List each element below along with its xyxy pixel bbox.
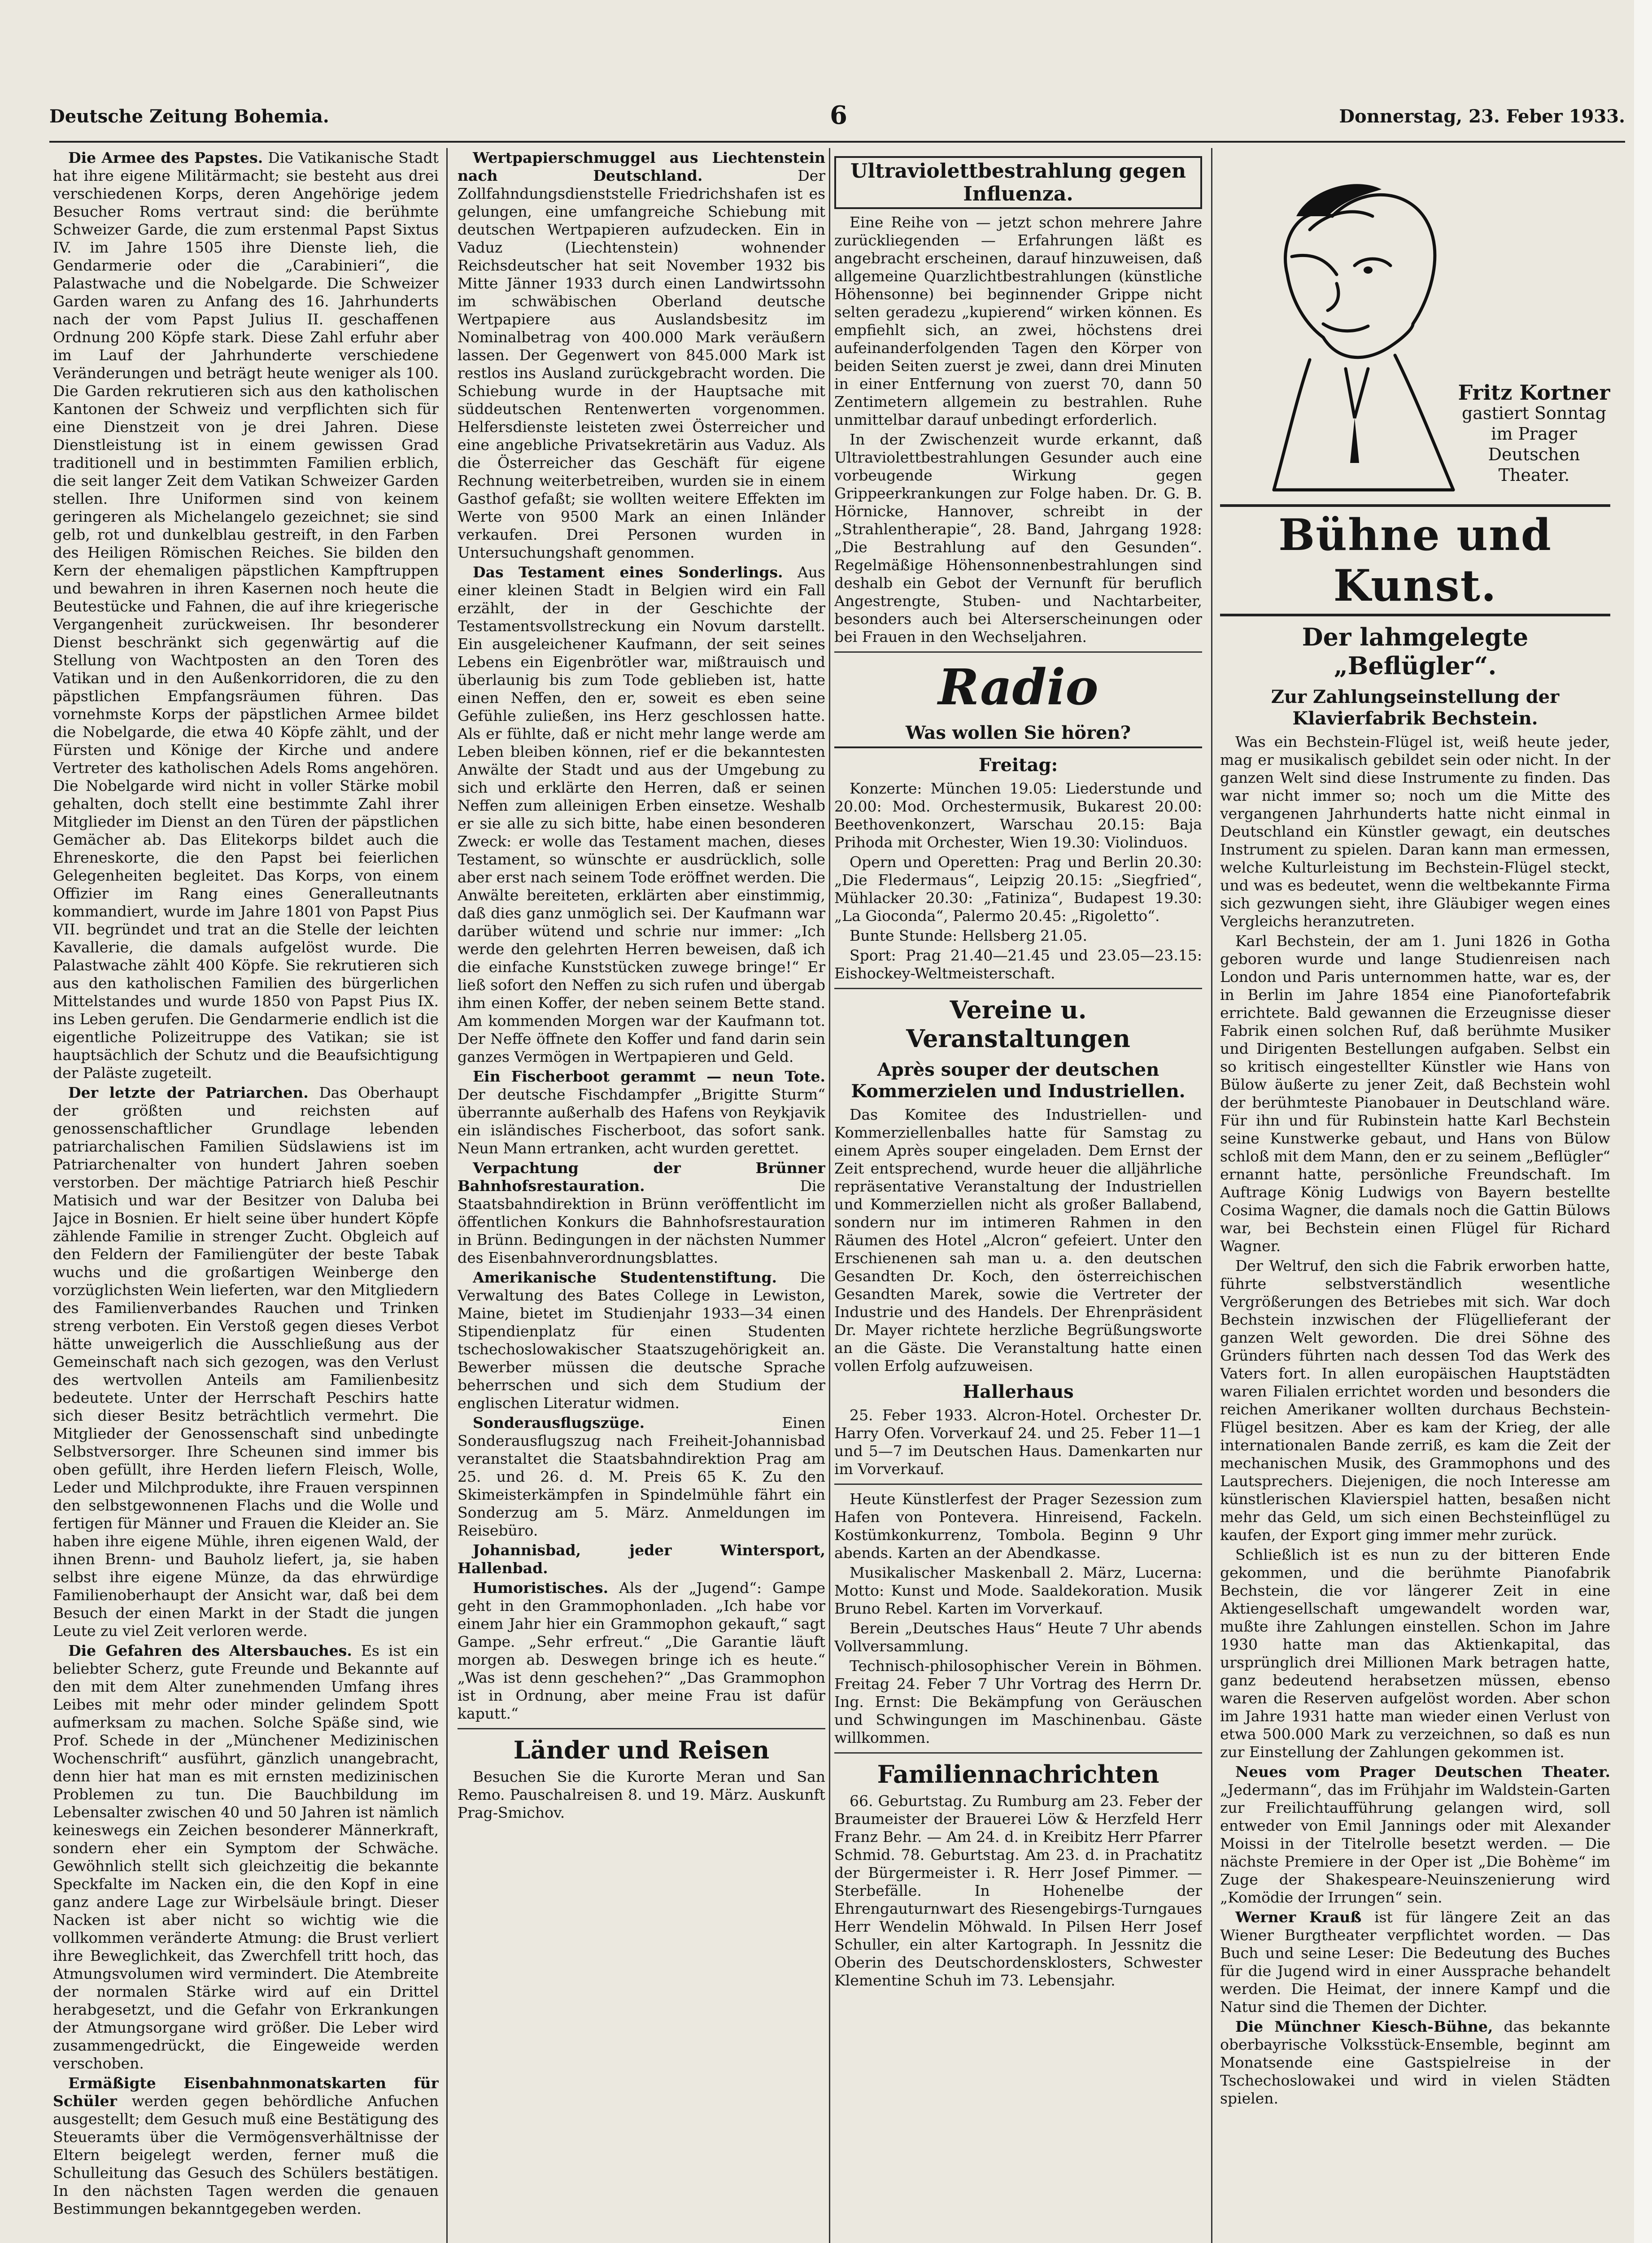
caption-text: gastiert Sonntag im Prager Deutschen Theater. <box>1461 403 1607 485</box>
radio-heading: Radio <box>938 658 1098 716</box>
article-uv-heading: Ultraviolettbestrahlung gegen Influenza. <box>834 156 1202 209</box>
article-theater-news: Neues vom Prager Deutschen Theater. „Jedermann“, das im Frühjahr im Waldstein-Garten zur Freilichtaufführung gelangen wird, soll entweder von Emil Jannings oder mit Alexander Moissi in der Titelrolle besetzt werden. — Die nächste Premiere in der Oper ist „Die Bohème“ im Zuge der Shakespeare-Neuinszenierung wird „Komödie der Irrungen“ sein. <box>1220 1763 1610 1906</box>
divider <box>458 1728 825 1729</box>
column-2 <box>458 149 825 2243</box>
masthead-rule <box>49 141 1625 143</box>
article-special-trains: Sonderausflugszüge. Einen Sonderausflugszug nach Freiheit-Johannisbad veranstaltet die Staatsbahndirektion Prag am 25. und 26. d. M. Preis 65 K. Zu den Skimeisterkämpfen in Spindelmühle fährt ein Sonderzug am 5. März. Anmeldungen im Reisebüro. <box>458 1414 825 1539</box>
article-werner-krauss: Werner Krauß ist für längere Zeit an das Wiener Burgtheater verpflichtet worden. — Das Buch und seine Leser: Die Bedeutung des Buches für die Jugend wird in einer Aussprache behandelt werden. Die Heimat, der innere Kampf und die Natur sind die Themen der Dichter. <box>1220 1908 1610 2016</box>
divider <box>834 988 1202 989</box>
divider <box>834 1752 1202 1754</box>
column-divider <box>1211 148 1212 2243</box>
article-bechstein-p4: Schließlich ist es nun zu der bitteren Ende gekommen, und die berühmte Pianofabrik Bechstein, die vor längerer Zeit in eine Aktiengesellschaft umgewandelt worden war, mußte ihre Zahlungen einstellen. Schon im Jahre 1930 hatte man das Aktienkapital, das ursprünglich drei Millionen Mark betragen hatte, ganz bedeutend herabsetzen müssen, ebenso waren die Reserven aufgelöst worden. Aber schon im Jahre 1931 hatte man wieder einen Verlust von etwa 500.000 Mark zu verzeichnen, so daß es nun zur Einstellung der Zahlungen gekommen ist. <box>1220 1546 1610 1761</box>
article-uv-p1: Eine Reihe von — jetzt schon mehrere Jahre zurückliegenden — Erfahrungen läßt es angebracht erscheinen, darauf hinzuweisen, daß allgemeine Quarzlichtbestrahlungen (künstliche Höhensonne) bei beginnender Grippe nicht selten geradezu „kupierend“ wirken können. Es empfiehlt sich, an zwei, höchstens drei aufeinanderfolgenden Tagen den Körper von beiden Seiten zuerst je zwei, dann drei Minuten in einer Entfernung von zuerst 70, dann 50 Zentimetern allgemein zu bestrahlen. Ruhe unmittelbar darauf unbedingt erforderlich. <box>834 214 1202 428</box>
article-scholarship: Amerikanische Studentenstiftung. Die Verwaltung des Bates College in Lewiston, Maine, bietet im Studienjahr 1933—34 einen Stipendienplatz für einen Studenten tschechoslowakischer Staatszugehörigkeit an. Bewerber müssen die deutsche Sprache beherrschen und sich dem Studium der englischen Literatur widmen. <box>458 1269 825 1412</box>
article-papal-army: Die Armee des Papstes. Die Vatikanische Stadt hat ihre eigene Militärmacht; sie besteht aus drei verschiedenen Korps, deren Angehörige jedem Besucher Roms vertraut sind: die berühmte Schweizer Garde, die zum erstenmal Papst Sixtus IV. im Jahre 1505 ihre Dienste lieh, die Gendarmerie oder die „Carabinieri“, die Palastwache und die Nobelgarde. Die Schweizer Garden waren zu Anfang des 16. Jahrhunderts nach der vom Papst Julius II. geschaffenen Ordnung 200 Köpfe stark. Diese Zahl erfuhr aber im Lauf der Jahrhunderte verschiedene Veränderungen und beträgt heute weniger als 100. Die Garden rekrutieren sich aus den katholischen Kantonen der Schweiz und verpflichten sich für eine Dienstzeit von je drei Jahren. Diese Dienstleistung ist in einem gewissen Grad traditionell und in bestimmten Familien erblich, die seit langer Zeit dem Vatikan Schweizer Garden stellen. Ihre Uniformen sind von keinem geringeren als Michelangelo gezeichnet; sie sind gelb, rot und dunkelblau gestreift, in den Farben des Heiligen Römischen Reiches. Sie bilden den Kern der ehemaligen päpstlichen Kampftruppen und bewahren in ihren Kasernen noch heute die Beutestücke und Fahnen, die auf ihre kriegerische Vergangenheit zurückweisen. Ihr besonderer Dienst beschränkt sich gegenwärtig auf die Stellung von Wachtposten an den Toren des Vatikan und in den Außenkorridoren, die zu den päpstlichen Empfangsräumen führen. Das vornehmste Korps der päpstlichen Armee bildet die Nobelgarde, die etwa 40 Köpfe zählt, und der Fürsten und Könige der Kirche und andere Vertreter des katholischen Adels Roms angehören. Die Nobelgarde wird nicht in voller Stärke mobil gehalten, doch stellt eine bestimmte Zahl ihrer Mitglieder im Dienst an den Türen der päpstlichen Gemächer ab. Das Elitekorps bildet auch die Ehreneskorte, die den Papst bei feierlichen Gelegenheiten begleitet. Das Korps, von einem Offizier im Rang eines Generalleutnants kommandiert, wurde im Jahre 1801 von Papst Pius VII. begründet und trat an die Stelle der leichten Kavallerie, die damals aufgelöst wurde. Die Palastwache zählt 400 Köpfe. Sie rekrutieren sich aus den katholischen Familien des bürgerlichen Mittelstandes und wurde 1850 von Papst Pius IX. ins Leben gerufen. Die Gendarmerie endlich ist die eigentliche Polizeitruppe des Vatikan; sie ist hauptsächlich der Schutz und die Beaufsichtigung der Paläste zugeteilt. <box>53 149 439 1082</box>
masthead <box>49 100 1625 137</box>
article-apres-souper: Das Komitee des Industriellen- und Kommerziellenballes hatte für Samstag zu einem Après souper eingeladen. Dem Ernst der Zeit entsprechend, wurde heuer die alljährliche repräsentative Veranstaltung der Industriellen und Kommerziellen nicht als großer Ballabend, sondern nur im intimeren Rahmen in den Räumen des Hotel „Alcron“ gefeiert. Unter den Erschienenen sah man u. a. den deutschen Gesandten Dr. Koch, den österreichischen Gesandten Marek, sowie die Vertreter der Industrie und des Handels. Der Ehrenpräsident Dr. Mayer richtete herzliche Begrüßungsworte an die Gäste. Die Veranstaltung hatte einen vollen Erfolg aufzuweisen. <box>834 1106 1202 1375</box>
radio-variety: Bunte Stunde: Hellsberg 21.05. <box>850 927 1088 944</box>
article-bechstein-p3: Der Weltruf, den sich die Fabrik erworben hatte, führte selbstverständlich wesentliche Vergrößerungen des Betriebes mit sich. War doch Bechstein inzwischen der Flügellieferant der ganzen Welt geworden. Die drei Söhne des Gründers führten nach dessen Tod das Werk des Vaters fort. In allen europäischen Hauptstädten waren Filialen errichtet worden und besonders die reichen Amerikaner wollten durchaus Bechstein-Flügel besitzen. Aber es kam der Krieg, der alle internationalen Bande zerriß, es kam die Zeit der mechanischen Musik, des Grammophons und des Lautsprechers. Diejenigen, die noch Interesse am künstlerischen Klavierspiel hatten, besaßen nicht mehr das Geld, um sich einen Bechsteinflügel zu kaufen, der Export ging immer mehr zurück. <box>1220 1257 1610 1544</box>
article-bechstein-p2: Karl Bechstein, der am 1. Juni 1826 in Gotha geboren wurde und lange Studienreisen nach London und Paris unternommen hatte, war es, der in Berlin im Jahre 1854 eine Pianofortefabrik errichtete. Bald gewannen die Erzeugnisse dieser Fabrik einen solchen Ruf, daß berühmte Musiker und Dirigenten Bestellungen aufgaben. Selbst ein so kritisch eingestellter Künstler wie Hans von Bülow äußerte zu jener Zeit, daß Bechstein wohl der berühmteste Pianobauer in Deutschland wäre. Für ihn und für Rubinstein hatte Karl Bechstein seine Kunstwerke gebaut, und Hans von Bülow schloß mit dem Mann, den er zu seinem „Beflügler“ ernannt hatte, persönliche Freundschaft. Im Auftrage König Ludwigs von Bayern bestellte Cosima Wagner, die damals noch die Gattin Bülows war, bei Bechstein einen Flügel für Richard Wagner. <box>1220 932 1610 1255</box>
radio-sport: Sport: Prag 21.40—21.45 und 23.05—23.15: Eishockey-Weltmeisterschaft. <box>834 947 1202 982</box>
caption-name: Fritz Kortner <box>1458 380 1610 405</box>
article-belly: Die Gefahren des Altersbauches. Es ist ein beliebter Scherz, gute Freunde und Bekannte auf den mit dem Alter zunehmenden Umfang ihres Leibes mit mehr oder minder gelindem Spott aufmerksam zu machen. Solche Späße sind, wie Prof. Schede in der „Münchener Medizinischen Wochenschrift“ ausführt, gänzlich unangebracht, denn hier hat man es mit ernsten medizinischen Problemen zu tun. Die Bauchbildung im Lebensalter zwischen 40 und 50 Jahren ist nämlich keineswegs ein Zeichen besonderer Männerkraft, sondern eher ein Symptom der Schwäche. Gewöhnlich stellt sich gleichzeitig die bekannte Speckfalte im Nacken ein, die den Kopf in eine ganz andere Lage zur Wirbelsäule bringt. Dieser Nacken ist aber nicht so wichtig wie die vollkommen veränderte Atmung: die Brust verliert ihre Beweglichkeit, das Zwerchfell tritt hoch, das Atmungsvolumen wird vermindert. Die Atembreite der normalen Stärke wird auf ein Drittel herabgesetzt, und die Gefahr von Erkrankungen der Atmungsorgane wird größer. Die Leber wird zusammengedrückt, die Eingeweide werden verschoben. <box>53 1642 439 2072</box>
column-divider <box>829 148 830 2243</box>
notice-masked-ball: Musikalischer Maskenball 2. März, Lucerna: Motto: Kunst und Mode. Saaldekoration. Musik Bruno Rebel. Karten im Vorverkauf. <box>834 1564 1202 1617</box>
divider <box>834 1484 1202 1485</box>
column-divider <box>446 148 448 2243</box>
column-3 <box>834 149 1202 2243</box>
radio-subheading: Was wollen Sie hören? <box>834 722 1202 748</box>
section-clubs-heading: Vereine u. Veranstaltungen <box>906 995 1130 1053</box>
hallerhaus-text: 25. Feber 1933. Alcron-Hotel. Orchester Dr. Harry Ofen. Vorverkauf 24. und 25. Feber 11—1 und 5—7 im Deutschen Haus. Damenkarten nur im Vorverkauf. <box>834 1406 1202 1478</box>
divider <box>834 651 1202 653</box>
article-fishing-boat: Ein Fischerboot gerammt — neun Tote. Der deutsche Fischdampfer „Brigitte Sturm“ überrannte außerhalb des Hafens von Reykjavik ein isländisches Fischerboot, das sofort sank. Neun Mann ertranken, acht wurden gerettet. <box>458 1068 825 1157</box>
column-1 <box>53 149 439 2243</box>
article-patriarch: Der letzte der Patriarchen. Das Oberhaupt der größten und reichsten auf genossenschaftlicher Grundlage lebenden patriarchalischen Familien Südslawiens ist im Patriarchenalter von hundert Jahren soeben verstorben. Der mächtige Patriarch hieß Peschir Matisich und war der Besitzer von Daluba bei Jajce in Bosnien. Er hielt seine über hundert Köpfe zählende Familie in strenger Zucht. Obgleich auf den Feldern der Familiengüter der beste Tabak wuchs und die großartigen Weinberge den vorzüglichsten Wein lieferten, war den Mitgliedern des Familienverbandes Rauchen und Trinken streng verboten. Ein Verstoß gegen dieses Verbot hätte unweigerlich die Ausschließung aus der Gemeinschaft nach sich gezogen, was den Verlust des wertvollen Anteils am Familienbesitz bedeutete. Unter der Herrschaft Peschirs hatte sich dieser Besitz beträchtlich vermehrt. Die Mitglieder der Genossenschaft sind unbedingte Selbstversorger. Ihre Scheunen sind immer bis oben gefüllt, ihre Herden liefern Fleisch, Wolle, Leder und Milchprodukte, ihre Frauen verspinnen den selbstgewonnenen Flachs und die Wolle und fertigen für Männer und Frauen die Kleider an. Sie haben ihre eigene Mühle, ihren eigenen Wald, der ihnen Brenn- und Bauholz liefert, ja, sie haben selbst ihre eigene Münze, da das ehrwürdige Familienoberhaupt der Ansicht war, daß bei dem Besuch der einen Markt in der Stadt die jungen Leute zu viel Zeit verloren werde. <box>53 1084 439 1640</box>
radio-operas: Opern und Operetten: Prag und Berlin 20.30: „Die Fledermaus“, Leipzig 20.15: „Siegfried“, Mühlacker 20.30: „Fatiniza“, Budapest 19.30: „La Gioconda“, Palermo 20.45: „Rigoletto“. <box>834 853 1202 925</box>
article-railway-tickets: Ermäßigte Eisenbahnmonatskarten für Schüler werden gegen behördliche Anfuchen ausgestellt; dem Gesuch muß eine Bestätigung des Steueramts über die Vermögensverhältnisse der Eltern beigelegt werden, ferner muß die Schulleitung das Gesuch des Schülers bestätigen. In den nächsten Tagen werden die genauen Bestimmungen bekanntgegeben werden. <box>53 2074 439 2217</box>
notice-technical-society: Technisch-philosophischer Verein in Böhmen. Freitag 24. Feber 7 Uhr Vortrag des Herrn Dr. Ing. Ernst: Die Bekämpfung von Geräuschen und Schwingungen im Maschinenbau. Gäste willkommen. <box>834 1657 1202 1746</box>
issue-date: Donnerstag, 23. Feber 1933. <box>1339 106 1625 127</box>
travel-ad: Besuchen Sie die Kurorte Meran und San Remo. Pauschalreisen 8. und 19. März. Auskunft Prag-Smichov. <box>458 1768 825 1821</box>
article-bechstein-subheading: Zur Zahlungseinstellung der Klavierfabrik Bechstein. <box>1271 686 1560 729</box>
column-4 <box>1220 149 1610 2243</box>
article-bechstein-p1: Was ein Bechstein-Flügel ist, weiß heute jeder, mag er musikalisch gebildet sein oder nicht. In der ganzen Welt sind diese Instrumente zu finden. Das war nicht immer so; noch um die Mitte des vergangenen Jahrhunderts hatte nicht einmal in Deutschland ein Künstler gewagt, ein deutsches Instrument zu spielen. Daran kann man ermessen, welche Kulturleistung im Bechstein-Flügel steckt, und was es bedeutet, wenn die weltbekannte Firma sich gezwungen sieht, ihre Gläubiger wegen eines Vergleichs heranzutreten. <box>1220 733 1610 930</box>
paper-name: Deutsche Zeitung Bohemia. <box>49 106 329 127</box>
radio-concerts: Konzerte: München 19.05: Liederstunde und 20.00: Mod. Orchestermusik, Bukarest 20.00: Beethovenkonzert, Warschau 20.15: Baja Prihoda mit Orchester, Wien 19.30: Violinduos. <box>834 780 1202 851</box>
article-bechstein-heading: Der lahmgelegte „Beflügler“. <box>1302 623 1529 680</box>
caricature-caption <box>1453 382 1610 485</box>
article-restaurant-lease: Verpachtung der Brünner Bahnhofsrestauration. Die Staatsbahndirektion in Brünn veröffentlicht im öffentlichen Konkurs die Bahnhofsrestauration in Brünn. Bedingungen in der nächsten Nummer des Eisenbahnverordnungsblattes. <box>458 1159 825 1266</box>
article-securities-smuggling: Wertpapierschmuggel aus Liechtenstein nach Deutschland. Der Zollfahndungsdienststelle Friedrichshafen ist es gelungen, eine umfangreiche Schiebung mit deutschen Wertpapieren aufzudecken. Ein in Vaduz (Liechtenstein) wohnender Reichsdeutscher hat seit November 1932 bis Mitte Jänner 1933 durch einen Landwirtssohn im schwäbischen Oberland deutsche Wertpapiere aus Auslandsbesitz im Nominalbetrag von 400.000 Mark veräußern lassen. Der Gegenwert von 845.000 Mark ist restlos ins Ausland zurückgebracht worden. Die Schiebung wurde in der Hauptsache mit süddeutschen Rentenwerten vorgenommen. Helfersdienste leisteten zwei Österreicher und eine angebliche Privatsekretärin aus Vaduz. Als die Österreicher das Geschäft für eigene Rechnung weiterbetreiben, wurden sie in einem Gasthof gefaßt; sie wollten weitere Effekten im Werte von 9500 Mark an einen Inländer verkaufen. Drei Personen wurden in Untersuchungshaft genommen. <box>458 149 825 561</box>
page-number: 6 <box>830 100 847 130</box>
hallerhaus-heading: Hallerhaus <box>963 1381 1074 1402</box>
caricature-figure <box>1220 149 1610 499</box>
article-uv-p2: In der Zwischenzeit wurde erkannt, daß Ultraviolettbestrahlungen Gesunder auch eine vorbeugende Wirkung gegen Grippeerkrankungen zur Folge haben. Dr. G. B. Hörnicke, Hannover, schreibt in der „Strahlentherapie“, 28. Band, Jahrgang 1928: „Die Bestrahlung auf den Gesunden“. Regelmäßige Höhensonnenbestrahlungen sind deshalb ein Gebot der Vernunft für beruflich Angestrengte, Stuben- und Nachtarbeiter, besonders auch bei Alterserscheinungen oder bei Frauen in den Wechseljahren. <box>834 431 1202 646</box>
notice-deutsches-haus: Berein „Deutsches Haus“ Heute 7 Uhr abends Vollversammlung. <box>834 1619 1202 1655</box>
ad-johannisbad: Johannisbad, jeder Wintersport, Hallenbad. <box>458 1541 825 1577</box>
section-travel-heading: Länder und Reisen <box>513 1736 770 1764</box>
section-stage-heading: Bühne und Kunst. <box>1220 504 1610 616</box>
article-humor: Humoristisches. Als der „Jugend“: Gampe geht in den Grammophonladen. „Ich habe vor einem Jahr hier ein Grammophon gekauft,“ sagt Gampe. „Sehr erfreut.“ „Die Garantie läuft morgen ab. Deswegen bringe ich es heute.“ „Was ist denn geschehen?“ „Das Grammophon ist in Ordnung, aber meine Frau ist dafür kaputt.“ <box>458 1579 825 1722</box>
page-edge <box>1634 0 1652 2243</box>
family-notices: 66. Geburtstag. Zu Rumburg am 23. Feber der Braumeister der Brauerei Löw & Herzfeld Herr Franz Behr. — Am 24. d. in Kreibitz Herr Pfarrer Schmid. 78. Geburtstag. Am 23. d. in Prachatitz der Bürgermeister i. R. Herr Josef Pimmer. — Sterbefälle. In Hohenelbe der Ehrengauturnwart des Riesengebirgs-Turngaues Herr Wendelin Möhwald. In Pilsen Herr Josef Schuller, ein alter Kartograph. In Jessnitz die Oberin des Deutschordensklosters, Schwester Klementine Schuh im 73. Lebensjahr. <box>834 1792 1202 1989</box>
article-kiesch-buehne: Die Münchner Kiesch-Bühne, das bekannte oberbayrische Volksstück-Ensemble, beginnt am Monatsende eine Gastspielreise in der Tschechoslowakei und wird in vielen Städten spielen. <box>1220 2018 1610 2107</box>
section-family-heading: Familiennachrichten <box>877 1760 1159 1789</box>
notice-secession: Heute Künstlerfest der Prager Sezession zum Hafen von Pontevera. Hinreisend, Fackeln. Kostümkonkurrenz, Tombola. Beginn 9 Uhr abends. Karten an der Abendkasse. <box>834 1490 1202 1562</box>
article-apres-souper-heading: Après souper der deutschen Kommerzielen und Industriellen. <box>851 1059 1186 1102</box>
radio-day: Freitag: <box>978 755 1058 776</box>
article-testament: Das Testament eines Sonderlings. Aus einer kleinen Stadt in Belgien wird ein Fall erzählt, der in der Geschichte der Testamentsvollstreckung ein Novum darstellt. Ein ausgeleichener Kaufmann, der seit seines Lebens ein Eigenbrötler war, mißtrauisch und überlaunig bis zum Tode geblieben ist, hatte einen Neffen, den er, soweit es eben seine Gefühle zuließen, ins Herz geschlossen hatte. Als er fühlte, daß er nicht mehr lange werde am Leben bleiben können, rief er die bekanntesten Anwälte der Stadt und aus der Umgebung zu sich und erklärte den Herren, daß er seinen Neffen zum alleinigen Erben einsetze. Weshalb er sie alle zu sich bitte, habe einen besonderen Zweck: er wolle das Testament machen, dieses Testament, so wünschte er ausdrücklich, solle aber erst nach seinem Tode eröffnet werden. Die Anwälte bereiteten, erklärten aber einstimmig, daß dies ganz unmöglich sei. Der Kaufmann war darüber wütend und schrie nur immer: „Ich werde den gelehrten Herren beweisen, daß ich die einfache Kunststücken zuwege bringe!“ Er ließ sofort den Neffen zu sich rufen und übergab ihm einen Koffer, der neben seinem Bette stand. Am kommenden Morgen war der Kaufmann tot. Der Neffe öffnete den Koffer und fand darin sein ganzes Vermögen in Wertpapieren und Geld. <box>458 563 825 1065</box>
